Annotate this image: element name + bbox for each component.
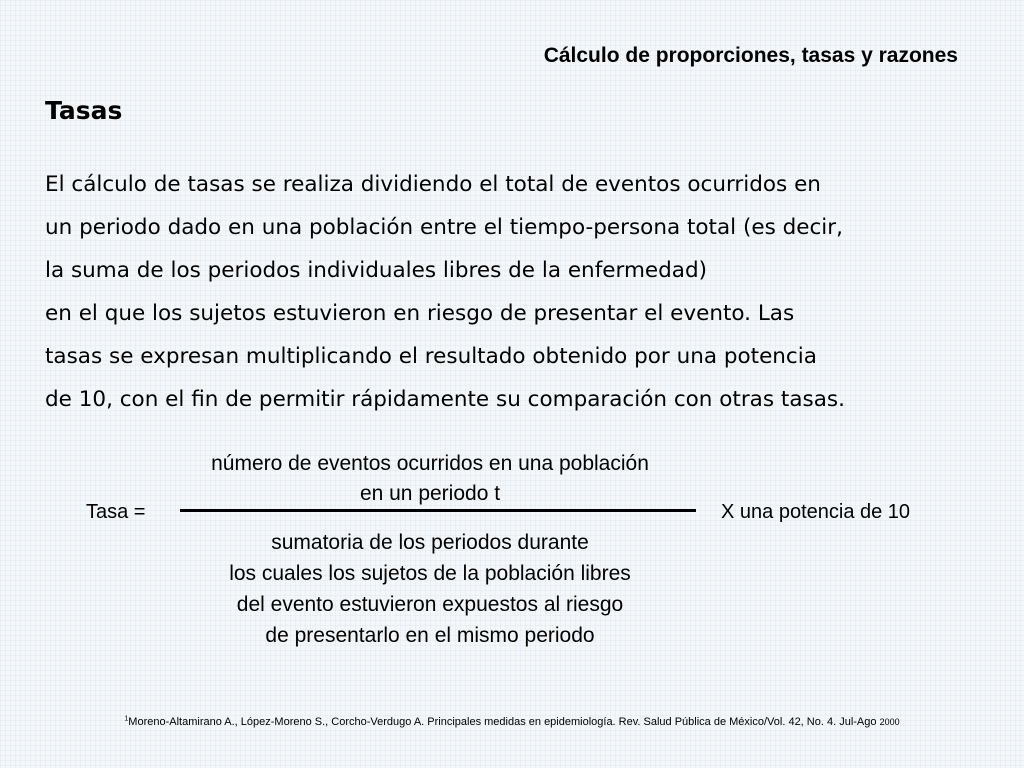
denominator-line: los cuales los sujetos de la población libres	[229, 562, 631, 585]
footnote-text: Moreno-Altamirano A., López-Moreno S., Corcho-Verdugo A. Principales medidas en epidemiología. Rev. Salud Pública de México/Vol. 42, No. 4. Jul-Ago	[128, 716, 880, 728]
paragraph-line: tasas se expresan multiplicando el resultado obtenido por una potencia	[45, 344, 817, 369]
numerator-line: en un periodo t	[359, 482, 501, 505]
formula-multiplier: X una potencia de 10	[721, 501, 911, 523]
body-paragraph	[45, 163, 995, 421]
formula-denominator	[160, 527, 700, 651]
footnote	[0, 716, 1024, 728]
paragraph-line: en el que los sujetos estuvieron en riesgo de presentar el evento. Las	[45, 301, 795, 326]
formula-lhs: Tasa =	[86, 501, 146, 523]
paragraph-line: de 10, con el fin de permitir rápidamente su comparación con otras tasas.	[45, 387, 845, 412]
paragraph-line: un periodo dado en una población entre el tiempo-persona total (es decir,	[45, 215, 843, 240]
formula-numerator	[160, 449, 700, 509]
fraction-bar	[180, 509, 696, 512]
numerator-line: número de eventos ocurridos en una población	[211, 452, 649, 475]
denominator-line: de presentarlo en el mismo periodo	[265, 624, 595, 647]
footnote-marker: 1	[124, 715, 129, 723]
footnote-year: 2000	[879, 717, 900, 727]
section-title: Tasas	[45, 96, 123, 125]
paragraph-line: El cálculo de tasas se realiza dividiendo el total de eventos ocurridos en	[45, 172, 821, 197]
denominator-line: del evento estuvieron expuestos al riesgo	[236, 593, 624, 616]
denominator-line: sumatoria de los periodos durante	[271, 531, 589, 554]
paragraph-line: la suma de los periodos individuales libres de la enfermedad)	[45, 258, 707, 283]
slide-header-title: Cálculo de proporciones, tasas y razones	[543, 44, 958, 67]
